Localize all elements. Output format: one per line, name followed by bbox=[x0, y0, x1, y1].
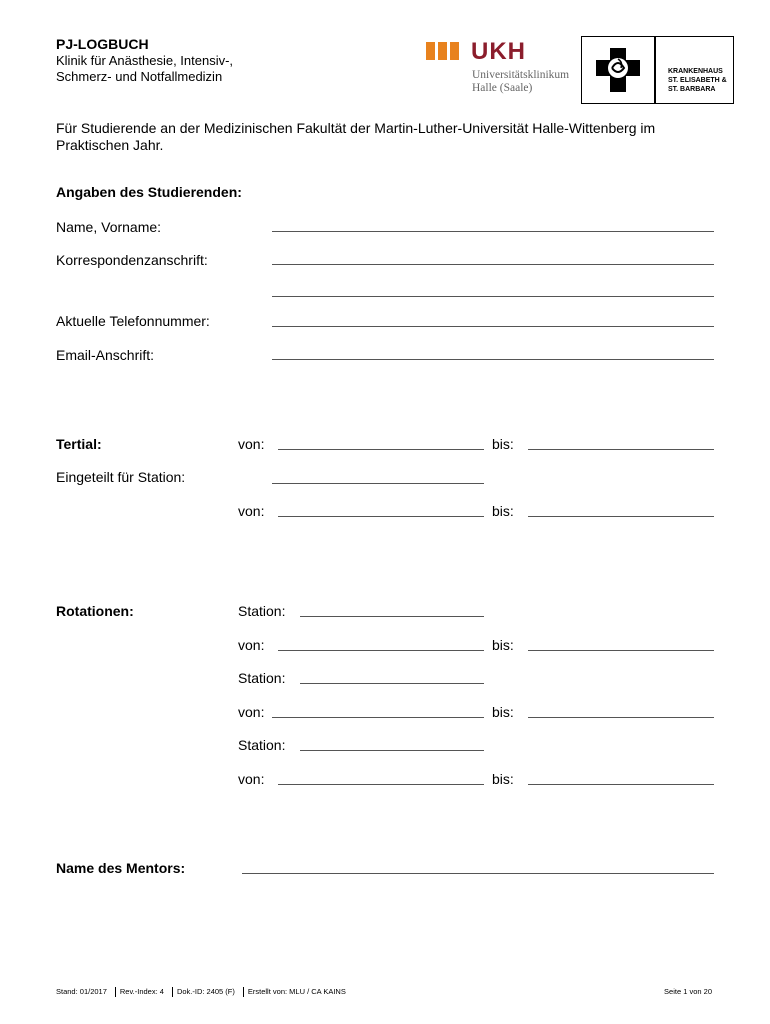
rotation2-bis-label: bis: bbox=[492, 704, 514, 720]
clinic-name-line1: Klinik für Anästhesie, Intensiv-, bbox=[56, 53, 234, 68]
station-assigned-label: Eingeteilt für Station: bbox=[56, 469, 186, 485]
footer-separator bbox=[115, 987, 116, 997]
tertial-bis-label: bis: bbox=[492, 436, 514, 452]
rotation3-von-label: von: bbox=[238, 771, 265, 787]
tertial2-bis-label: bis: bbox=[492, 503, 514, 519]
rotation3-station-label: Station: bbox=[238, 737, 286, 753]
tertial2-von-label: von: bbox=[238, 503, 265, 519]
kh-name-box bbox=[655, 36, 734, 104]
email-field[interactable] bbox=[272, 359, 714, 360]
rotation1-station-label: Station: bbox=[238, 603, 286, 619]
mentor-field[interactable] bbox=[242, 873, 714, 874]
tertial2-von-field[interactable] bbox=[278, 516, 484, 517]
rotation3-von-field[interactable] bbox=[278, 784, 484, 785]
mentor-label: Name des Mentors: bbox=[56, 860, 186, 876]
rotation2-bis-field[interactable] bbox=[528, 717, 714, 718]
rotation3-bis-label: bis: bbox=[492, 771, 514, 787]
intro-line1: Für Studierende an der Medizinischen Fakultät der Martin-Luther-Universität Halle-Wittenberg im bbox=[56, 120, 656, 136]
phone-label: Aktuelle Telefonnummer: bbox=[56, 313, 210, 329]
kh-name-line2: ST. ELISABETH & bbox=[668, 77, 727, 84]
kh-name-line1: KRANKENHAUS bbox=[668, 68, 723, 75]
ukh-logo-text: UKH bbox=[471, 38, 526, 65]
rotation3-bis-field[interactable] bbox=[528, 784, 714, 785]
footer-stand: Stand: 01/2017 bbox=[56, 987, 107, 996]
tertial-von-label: von: bbox=[238, 436, 265, 452]
footer-separator bbox=[172, 987, 173, 997]
rotation1-von-field[interactable] bbox=[278, 650, 484, 651]
kh-name-line3: ST. BARBARA bbox=[668, 86, 716, 93]
footer-erstellt: Erstellt von: MLU / CA KAINS bbox=[247, 987, 346, 996]
ukh-bars-icon bbox=[426, 42, 460, 62]
student-heading: Angaben des Studierenden: bbox=[56, 184, 242, 200]
kh-name-text bbox=[668, 67, 727, 94]
tertial-von-field[interactable] bbox=[278, 449, 484, 450]
address-field-line1[interactable] bbox=[272, 264, 714, 265]
rotation2-station-field[interactable] bbox=[300, 683, 484, 684]
footer-rev: Rev.-Index: 4 bbox=[119, 987, 164, 996]
ukh-logo-sub1: Universitätsklinikum bbox=[472, 69, 570, 81]
rotation1-von-label: von: bbox=[238, 637, 265, 653]
name-field[interactable] bbox=[272, 231, 714, 232]
clinic-name-line2: Schmerz- und Notfallmedizin bbox=[56, 69, 223, 84]
address-field-line2[interactable] bbox=[272, 296, 714, 297]
kh-emblem-box bbox=[581, 36, 655, 104]
rotation1-bis-label: bis: bbox=[492, 637, 514, 653]
tertial-bis-field[interactable] bbox=[528, 449, 714, 450]
footer-dok: Dok.-ID: 2405 (F) bbox=[176, 987, 235, 996]
rotation1-bis-field[interactable] bbox=[528, 650, 714, 651]
station-assigned-field[interactable] bbox=[272, 483, 484, 484]
ukh-logo bbox=[426, 40, 576, 96]
rotation2-station-label: Station: bbox=[238, 670, 286, 686]
intro-line2: Praktischen Jahr. bbox=[56, 137, 164, 153]
rotation2-von-field[interactable] bbox=[272, 717, 484, 718]
cross-rose-icon bbox=[588, 42, 648, 98]
rotation3-station-field[interactable] bbox=[300, 750, 484, 751]
footer-page-number: Seite 1 von 20 bbox=[664, 987, 712, 996]
rotations-heading: Rotationen: bbox=[56, 603, 134, 619]
tertial2-bis-field[interactable] bbox=[528, 516, 714, 517]
document-title: PJ-LOGBUCH bbox=[56, 36, 149, 52]
address-label: Korrespondenzanschrift: bbox=[56, 252, 208, 268]
footer-info bbox=[56, 987, 346, 997]
phone-field[interactable] bbox=[272, 326, 714, 327]
tertial-heading: Tertial: bbox=[56, 436, 102, 452]
footer-separator bbox=[243, 987, 244, 997]
rotation2-von-label: von: bbox=[238, 704, 265, 720]
rotation1-station-field[interactable] bbox=[300, 616, 484, 617]
name-label: Name, Vorname: bbox=[56, 219, 162, 235]
ukh-logo-sub2: Halle (Saale) bbox=[472, 82, 533, 94]
email-label: Email-Anschrift: bbox=[56, 347, 155, 363]
